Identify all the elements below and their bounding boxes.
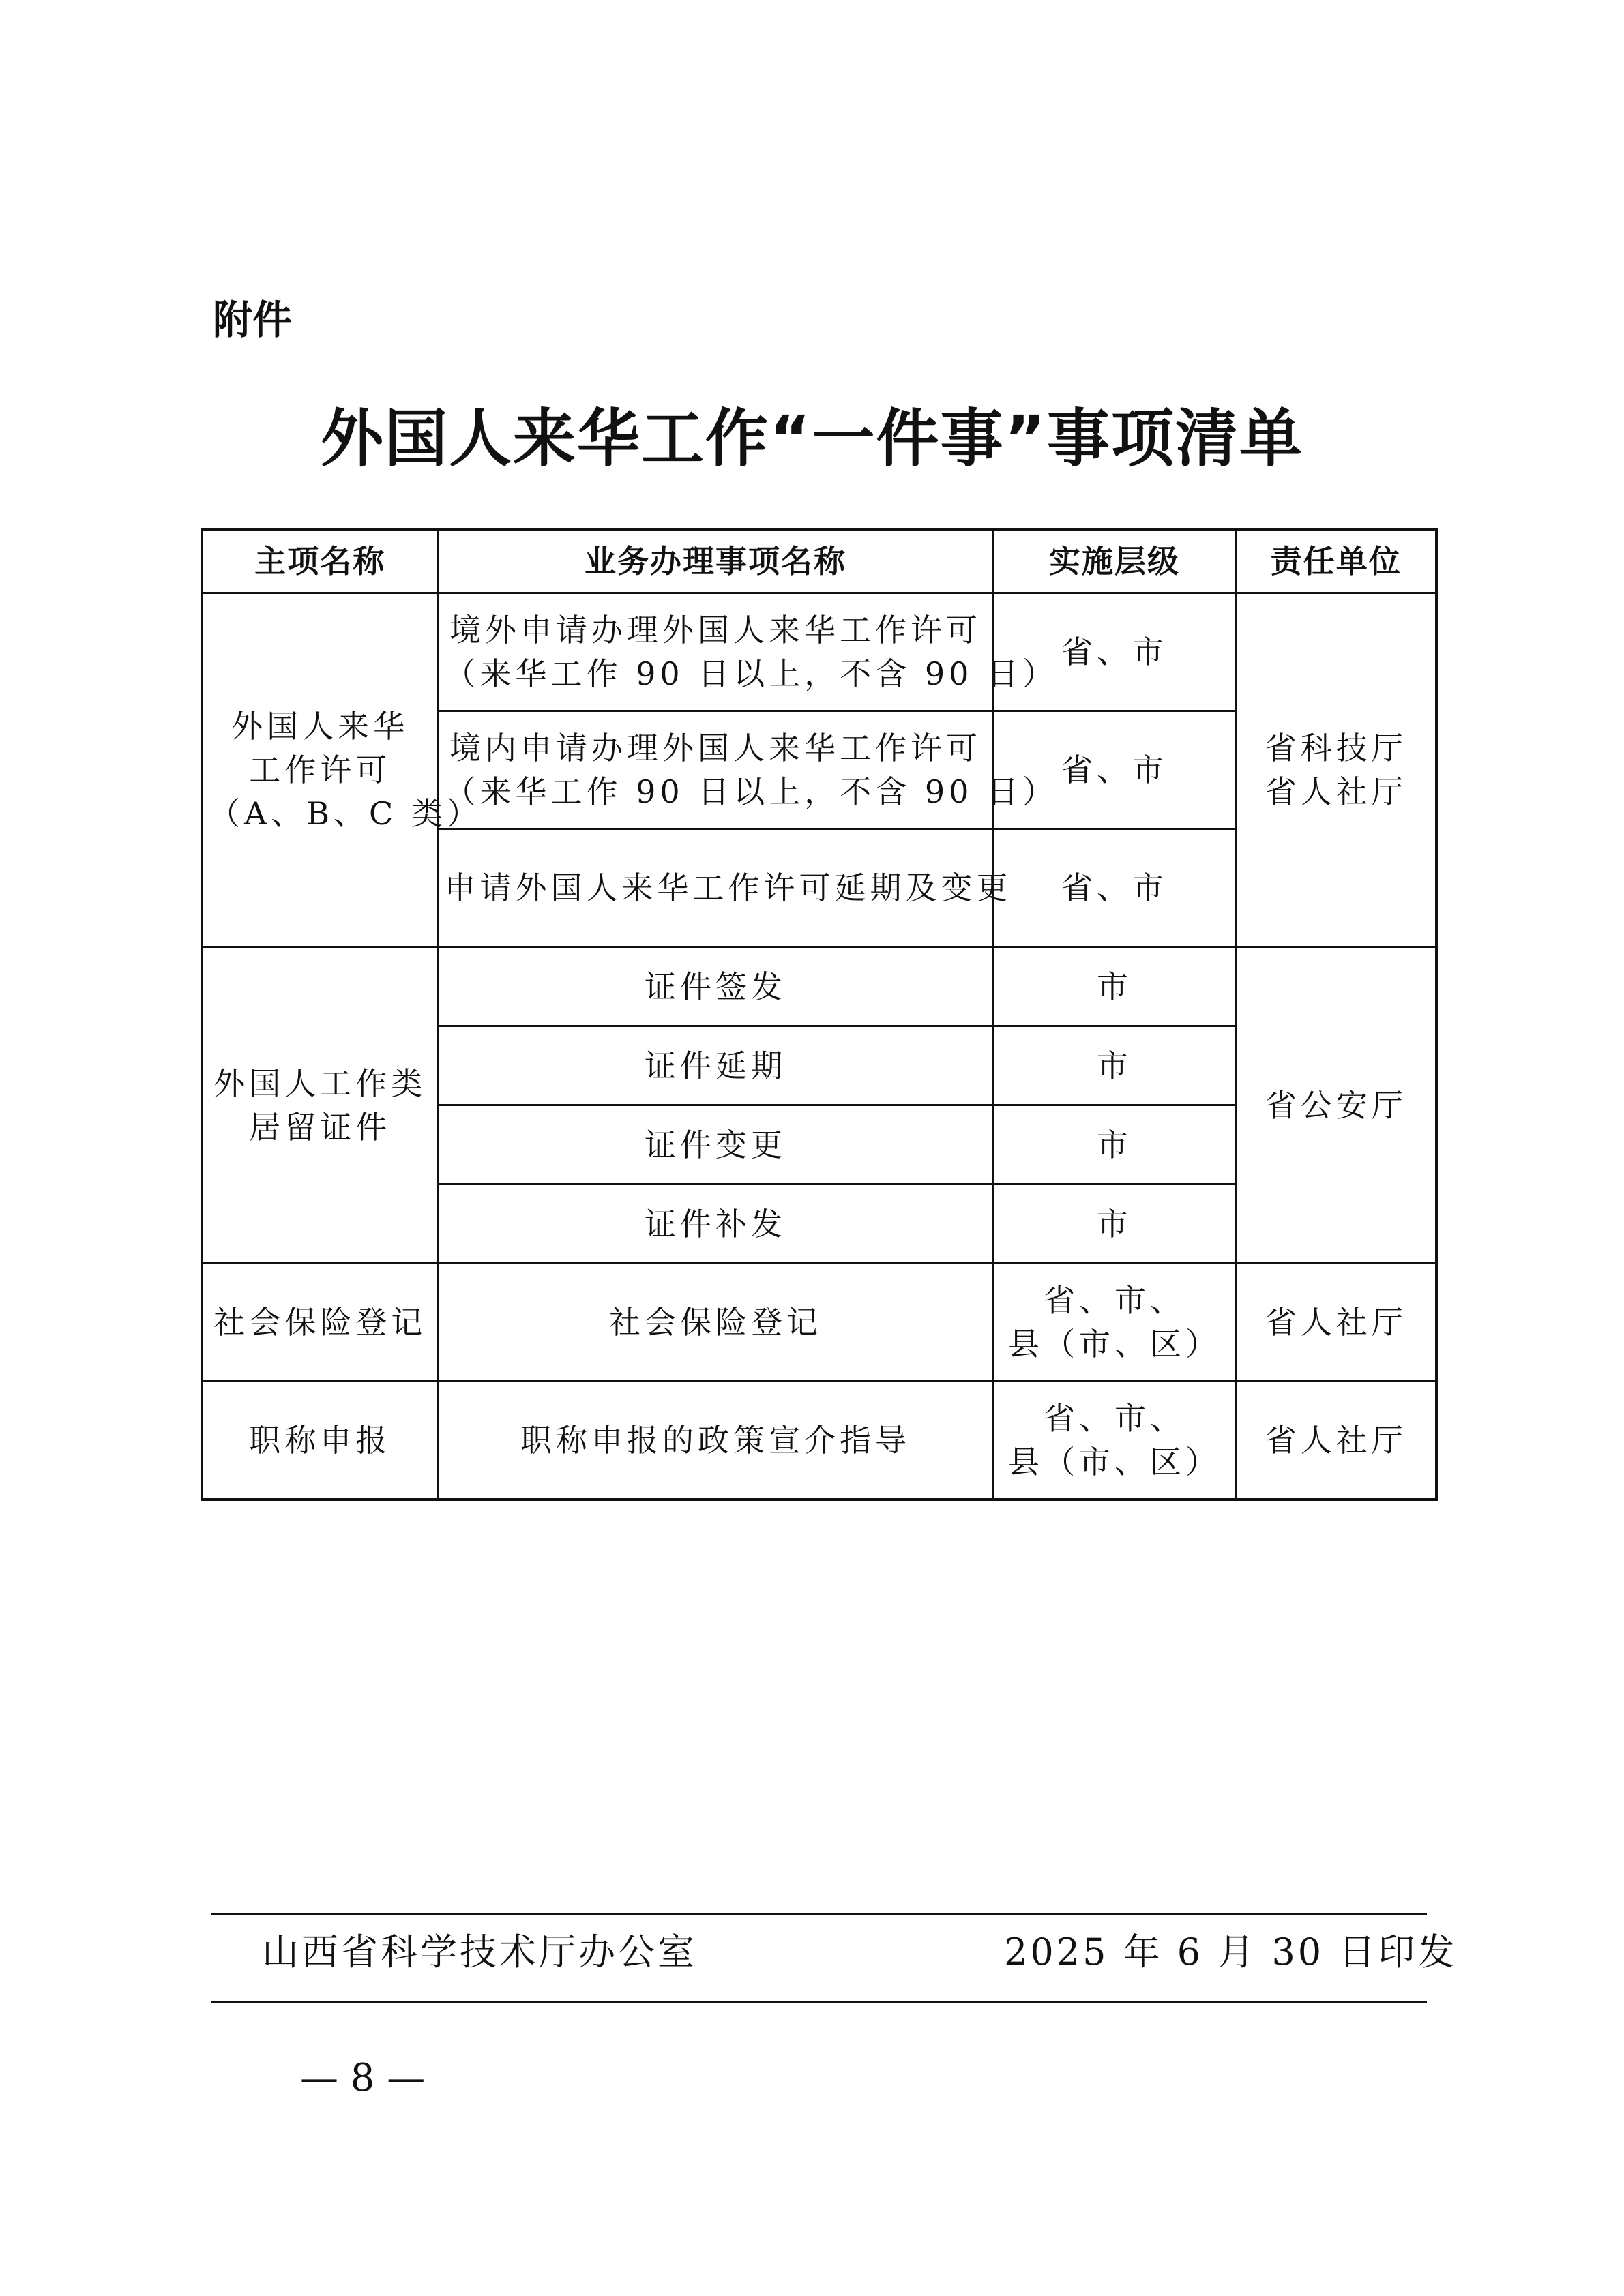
- main-item-cell: [202, 947, 438, 1264]
- service-item-line: 境内申请办理外国人来华工作许可: [449, 730, 981, 766]
- service-item-line: 证件签发: [645, 968, 786, 1005]
- header-service-item: 业务办理事项名称: [438, 529, 993, 593]
- table-row: [202, 1382, 1436, 1500]
- level-line: 省、市: [1061, 751, 1168, 788]
- unit-cell: [1236, 593, 1436, 947]
- main-item-line: 职称申报: [249, 1421, 392, 1459]
- main-item-line: （A、B、C 类）: [209, 795, 482, 832]
- unit-line: 省人社厅: [1265, 773, 1407, 810]
- service-item-cell: [438, 1026, 993, 1105]
- table-row: [202, 947, 1436, 1026]
- level-cell: [993, 947, 1236, 1026]
- level-line: 市: [1097, 1047, 1132, 1084]
- unit-line: 省人社厅: [1265, 1304, 1407, 1341]
- main-item-line: 外国人来华: [231, 708, 409, 745]
- service-item-line: 证件延期: [645, 1047, 786, 1084]
- service-item-line: 社会保险登记: [609, 1304, 822, 1341]
- level-cell: [993, 1382, 1236, 1500]
- main-item-line: 工作许可: [249, 751, 392, 788]
- service-item-cell: [438, 593, 1059, 711]
- service-item-line: 职称申报的政策宣介指导: [520, 1421, 911, 1459]
- service-item-line: （来华工作 90 日以上，不含 90 日）: [444, 655, 1059, 692]
- service-item-cell: [438, 1264, 993, 1382]
- level-cell: [993, 1264, 1236, 1382]
- level-line: 省、市、: [1044, 1282, 1185, 1319]
- unit-line: 省人社厅: [1265, 1421, 1407, 1459]
- level-line: 县（市、区）: [1008, 1443, 1221, 1480]
- service-item-cell: [438, 1105, 993, 1184]
- table-row: [202, 593, 1436, 711]
- level-cell: [993, 829, 1236, 947]
- footer-top-rule: [211, 1913, 1427, 1915]
- main-item-cell: [202, 1264, 438, 1382]
- unit-line: 省科技厅: [1265, 730, 1407, 766]
- issue-date: 2025 年 6 月 30 日印发: [1004, 1930, 1458, 1973]
- level-line: 省、市: [1061, 869, 1168, 906]
- table-header-row: [202, 529, 1436, 593]
- service-item-line: 境外申请办理外国人来华工作许可: [449, 612, 981, 648]
- service-item-cell: [438, 947, 993, 1026]
- service-item-line: （来华工作 90 日以上，不含 90 日）: [444, 773, 1059, 810]
- service-item-cell: [438, 1184, 993, 1264]
- level-line: 县（市、区）: [1008, 1326, 1221, 1362]
- level-cell: [993, 1184, 1236, 1264]
- main-item-line: 居留证件: [249, 1108, 392, 1146]
- header-main-item: 主项名称: [202, 529, 438, 593]
- service-item-line: 证件变更: [645, 1126, 786, 1163]
- level-cell: [993, 1026, 1236, 1105]
- level-line: 市: [1097, 1126, 1132, 1163]
- level-cell: [993, 1105, 1236, 1184]
- header-level: 实施层级: [993, 529, 1236, 593]
- items-table: [201, 528, 1438, 1501]
- main-item-cell: [202, 593, 482, 947]
- unit-cell: [1236, 1382, 1436, 1500]
- unit-line: 省公安厅: [1265, 1086, 1407, 1124]
- level-line: 市: [1097, 1205, 1132, 1242]
- level-line: 省、市: [1061, 633, 1168, 670]
- level-line: 市: [1097, 968, 1132, 1005]
- unit-cell: [1236, 947, 1436, 1264]
- level-line: 省、市、: [1044, 1399, 1185, 1437]
- service-item-cell: [438, 1382, 993, 1500]
- table-row: [202, 1264, 1436, 1382]
- unit-cell: [1236, 1264, 1436, 1382]
- attachment-label: 附件: [213, 297, 293, 343]
- service-item-line: 证件补发: [645, 1205, 786, 1242]
- service-item-cell: [438, 829, 1012, 947]
- footer-bottom-rule: [211, 2001, 1427, 2003]
- header-unit: 责任单位: [1236, 529, 1436, 593]
- main-item-cell: [202, 1382, 438, 1500]
- page-number: — 8 —: [300, 2056, 426, 2100]
- level-cell: [993, 711, 1236, 829]
- document-title: 外国人来华工作“一件事”事项清单: [321, 402, 1303, 475]
- service-item-line: 申请外国人来华工作许可延期及变更: [444, 869, 1012, 906]
- issuer-name: 山西省科学技术厅办公室: [262, 1930, 697, 1973]
- level-cell: [993, 593, 1236, 711]
- main-item-line: 社会保险登记: [213, 1304, 427, 1341]
- main-item-line: 外国人工作类: [213, 1064, 427, 1102]
- service-item-cell: [438, 711, 1059, 829]
